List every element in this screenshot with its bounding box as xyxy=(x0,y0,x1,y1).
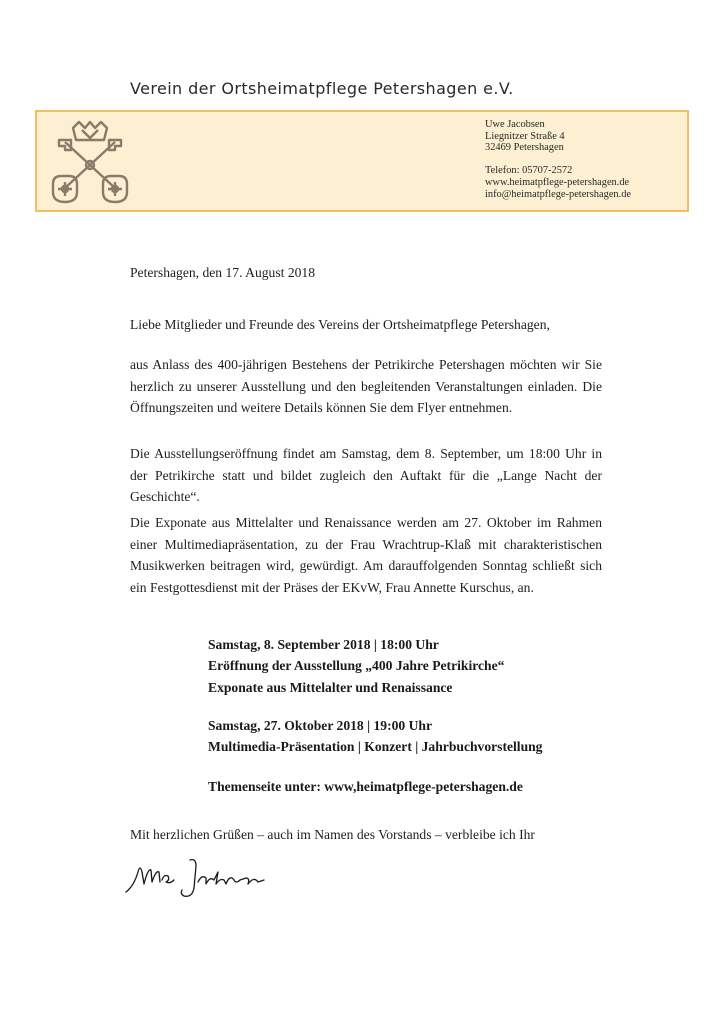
paragraph-1: aus Anlass des 400-jährigen Bestehens der Petrikirche Petershagen möchten wir Sie herzlich zu unserer Ausstellung und den begleitenden Veranstaltungen einladen. Die Öffnungszeiten und weitere Details können Sie dem Flyer entnehmen. xyxy=(130,357,602,416)
event-block-1 xyxy=(208,634,504,698)
contact-spacer xyxy=(485,154,631,166)
organization-title: Verein der Ortsheimatpflege Petershagen e.V. xyxy=(130,79,514,98)
closing-line: Mit herzlichen Grüßen – auch im Namen des Vorstands – verbleibe ich Ihr xyxy=(130,827,535,842)
event-2-date: Samstag, 27. Oktober 2018 | 19:00 Uhr xyxy=(208,718,433,733)
event-1-subtitle: Exponate aus Mittelalter und Renaissance xyxy=(208,679,453,695)
theme-page-line: Themenseite unter: www,heimatpflege-petershagen.de xyxy=(208,779,523,794)
contact-email-link[interactable]: info@heimatpflege-petershagen.de xyxy=(485,188,632,200)
contact-city: 32469 Petershagen xyxy=(485,142,564,154)
event-block-2 xyxy=(208,715,542,758)
salutation: Liebe Mitglieder und Freunde des Vereins der Ortsheimatpflege Petershagen, xyxy=(130,317,550,332)
letterhead-box xyxy=(35,110,689,212)
crossed-keys-coat-of-arms-icon xyxy=(49,118,131,206)
contact-block xyxy=(485,119,631,200)
event-2-program: Multimedia-Präsentation | Konzert | Jahrbuchvorstellung xyxy=(208,739,543,755)
event-1-date: Samstag, 8. September 2018 | 18:00 Uhr xyxy=(208,637,439,652)
paragraph-2: Die Ausstellungseröffnung findet am Samstag, dem 8. September, um 18:00 Uhr in der Petrikirche statt und bildet zugleich den Auftakt für die „Lange Nacht der Geschichte“. xyxy=(130,446,602,505)
contact-phone: Telefon: 05707-2572 xyxy=(485,165,573,177)
handwritten-signature xyxy=(124,850,274,900)
paragraph-3: Die Exponate aus Mittelalter und Renaissance werden am 27. Oktober im Rahmen einer Multimediapräsentation, zu der Frau Wrachtrup-Klaß mit charakteristischen Musikwerken beitragen wird, gewürdigt. Am darauffolgenden Sonntag schließt sich ein Festgottesdienst mit der Präses der EKvW, Frau Annette Kurschus, an. xyxy=(130,515,602,595)
contact-name: Uwe Jacobsen xyxy=(485,119,545,130)
contact-street: Liegnitzer Straße 4 xyxy=(485,130,565,142)
contact-website-link[interactable]: www.heimatpflege-petershagen.de xyxy=(485,176,630,188)
event-1-title: Eröffnung der Ausstellung „400 Jahre Petrikirche“ xyxy=(208,658,505,674)
date-line: Petershagen, den 17. August 2018 xyxy=(130,265,316,280)
